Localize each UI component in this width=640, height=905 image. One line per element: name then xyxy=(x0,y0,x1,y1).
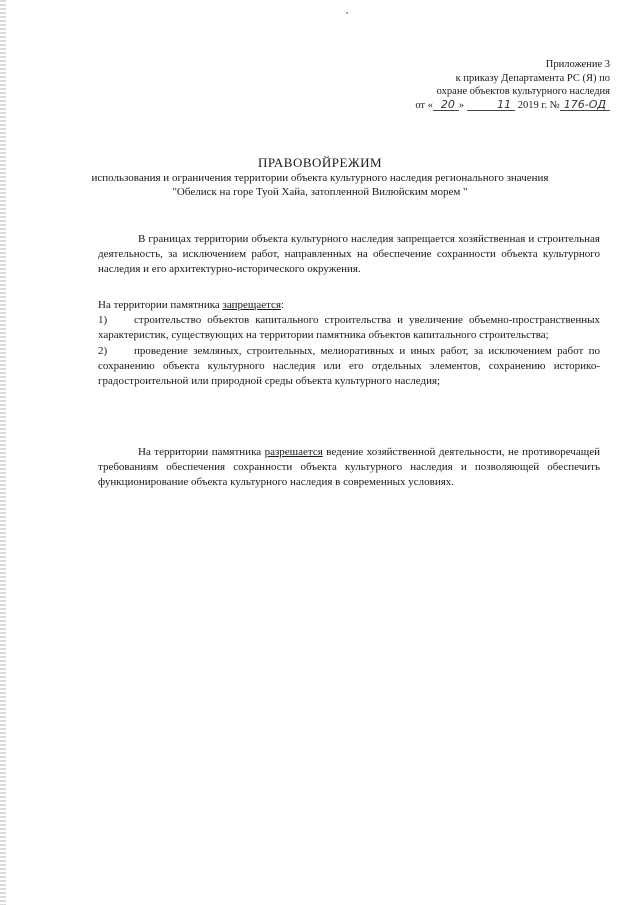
date-mid: » xyxy=(458,99,465,111)
date-prefix: от « xyxy=(415,99,433,111)
prohibitions-lead xyxy=(98,298,600,313)
date-year-suffix: 2019 г. № xyxy=(517,99,560,111)
permitted-keyword: разрешается xyxy=(264,446,323,458)
order-date-line xyxy=(370,99,610,113)
list-item xyxy=(98,344,600,390)
handwritten-order-number: 176-ОД xyxy=(560,99,610,111)
list-item-number: 1) xyxy=(98,314,108,327)
document-subtitle: использования и ограничения территории объекта культурного наследия регионального значения xyxy=(91,172,549,184)
list-item-text: проведение земляных, строительных, мелиоративных и иных работ, за исключением работ по сохранению объекта культурного наследия или его отдельных элементов, сохранению историко-градостроительной или природной среды объекта культурного наследия; xyxy=(98,344,600,388)
paragraph-restrictions-boundary: В границах территории объекта культурного наследия запрещается хозяйственная и строительная деятельность, за исключением работ, направленных на обеспечение сохранности объекта культурного наследия и его архитектурно-исторического окружения. xyxy=(98,233,600,276)
prohibited-keyword: запрещается xyxy=(222,299,282,311)
prohibitions-lead-prefix: На территории памятника xyxy=(98,299,223,311)
appendix-line-1: Приложение 3 xyxy=(545,59,610,70)
appendix-line-3: охране объектов культурного наследия xyxy=(436,86,610,97)
permissions-suffix: ведение хозяйственной деятельности, не противоречащей требованиям обеспечения сохранности объекта культурного наследия и позволяющей обеспечить функционирование объекта культурного наследия в современных условиях. xyxy=(98,446,600,489)
object-name: "Обелиск на горе Туой Хайа, затопленной Вилюйским морем " xyxy=(172,186,468,198)
list-item xyxy=(98,313,600,343)
list-item-number: 2) xyxy=(98,344,108,357)
permissions-prefix: На территории памятника xyxy=(138,446,265,458)
scan-dot xyxy=(346,12,348,14)
handwritten-day: 20 xyxy=(433,99,459,111)
document-title: ПРАВОВОЙРЕЖИМ xyxy=(257,155,383,170)
title-block xyxy=(80,155,560,199)
appendix-line-2: к приказу Департамента РС (Я) по xyxy=(455,72,610,84)
handwritten-month: 11 xyxy=(467,99,515,111)
appendix-header xyxy=(370,58,610,112)
paragraph-permissions xyxy=(98,445,600,491)
prohibitions-lead-suffix: : xyxy=(281,299,285,311)
paragraph-prohibitions xyxy=(98,298,600,389)
scan-edge-artifact xyxy=(0,0,6,905)
list-item-text: строительство объектов капитального строительства и увеличение объемно-пространственных характеристик, существующих на территории памятника объектов капитального строительства; xyxy=(98,314,600,342)
